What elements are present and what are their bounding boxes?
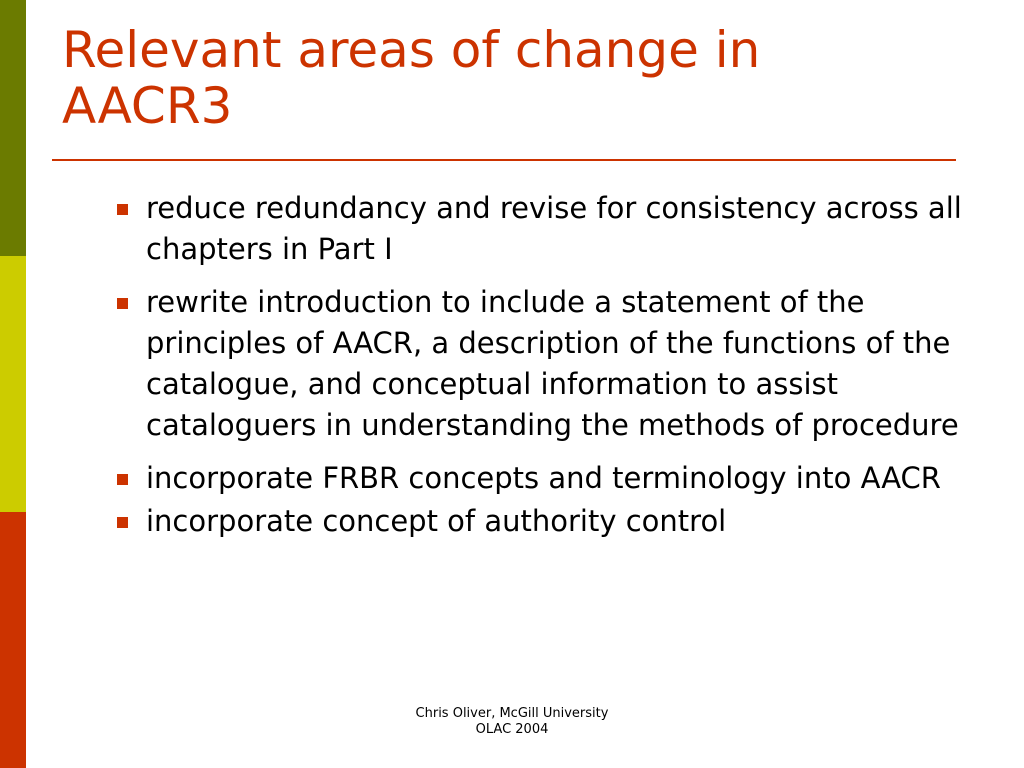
- bullet-item: [112, 458, 962, 499]
- square-bullet-icon: [117, 517, 128, 528]
- sidebar-stripe-olive: [0, 0, 26, 256]
- title-divider: [52, 159, 956, 161]
- bullet-text: rewrite introduction to include a statement of the principles of AACR, a description of the functions of the catalogue, and conceptual information to assist cataloguers in understanding the methods of procedure: [146, 285, 959, 442]
- footer-author: Chris Oliver, McGill University: [415, 706, 609, 721]
- sidebar-stripe-red: [0, 512, 26, 768]
- bullet-text: incorporate FRBR concepts and terminology into AACR: [146, 461, 941, 495]
- bullet-text: incorporate concept of authority control: [146, 504, 727, 538]
- square-bullet-icon: [117, 474, 128, 485]
- bullet-text: reduce redundancy and revise for consistency across all chapters in Part I: [146, 191, 962, 266]
- footer-event: OLAC 2004: [475, 722, 549, 737]
- sidebar-stripe-yellow: [0, 256, 26, 512]
- slide-title-line1: Relevant areas of change in: [62, 21, 761, 79]
- slide-title: [62, 22, 962, 134]
- square-bullet-icon: [117, 204, 128, 215]
- bullet-list: [112, 188, 962, 542]
- slide-title-line2: AACR3: [62, 77, 233, 135]
- square-bullet-icon: [117, 298, 128, 309]
- bullet-item: [112, 282, 962, 446]
- slide-footer: [362, 706, 662, 738]
- bullet-item: [112, 188, 962, 270]
- bullet-item: [112, 501, 962, 542]
